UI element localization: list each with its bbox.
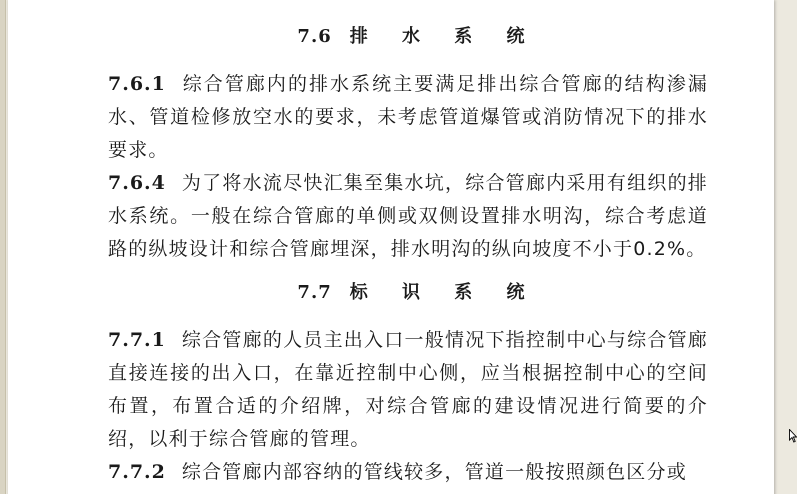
section-number: 7.6 — [297, 26, 332, 47]
clause-text: 综合管廊内部容纳的管线较多，管道一般按照颜色区分或 — [181, 461, 687, 483]
mouse-pointer-icon — [789, 429, 797, 443]
section-title-7-7 — [108, 278, 708, 310]
section-title-7-6 — [108, 22, 708, 54]
viewer-left-edge — [0, 0, 6, 494]
section-gap — [108, 266, 708, 278]
section-heading: 标 识 系 统 — [349, 282, 539, 303]
section-heading: 排 水 系 统 — [349, 26, 539, 47]
document-page — [8, 0, 774, 494]
clause-number: 7.6.4 — [108, 172, 166, 194]
clause-7-6-4 — [108, 167, 708, 266]
page-content — [108, 22, 708, 489]
clause-7-7-1 — [108, 324, 708, 456]
clause-number: 7.7.2 — [108, 461, 166, 483]
section-number: 7.7 — [297, 282, 332, 303]
clause-text: 综合管廊的人员主出入口一般情况下指控制中心与综合管廊直接连接的出入口，在靠近控制中心侧，应当根据控制中心的空间布置，布置合适的介绍牌，对综合管廊的建设情况进行简要的介绍，以利于综合管廊的管理。 — [108, 329, 708, 450]
clause-number: 7.7.1 — [108, 329, 166, 351]
clause-7-6-1 — [108, 68, 708, 167]
clause-number: 7.6.1 — [108, 73, 166, 95]
clause-text: 综合管廊内的排水系统主要满足排出综合管廊的结构渗漏水、管道检修放空水的要求，未考虑管道爆管或消防情况下的排水要求。 — [108, 73, 708, 161]
clause-7-7-2 — [108, 456, 708, 489]
clause-text: 为了将水流尽快汇集至集水坑，综合管廊内采用有组织的排水系统。一般在综合管廊的单侧或双侧设置排水明沟，综合考虑道路的纵坡设计和综合管廊埋深，排水明沟的纵向坡度不小于0.2%。 — [108, 172, 708, 260]
